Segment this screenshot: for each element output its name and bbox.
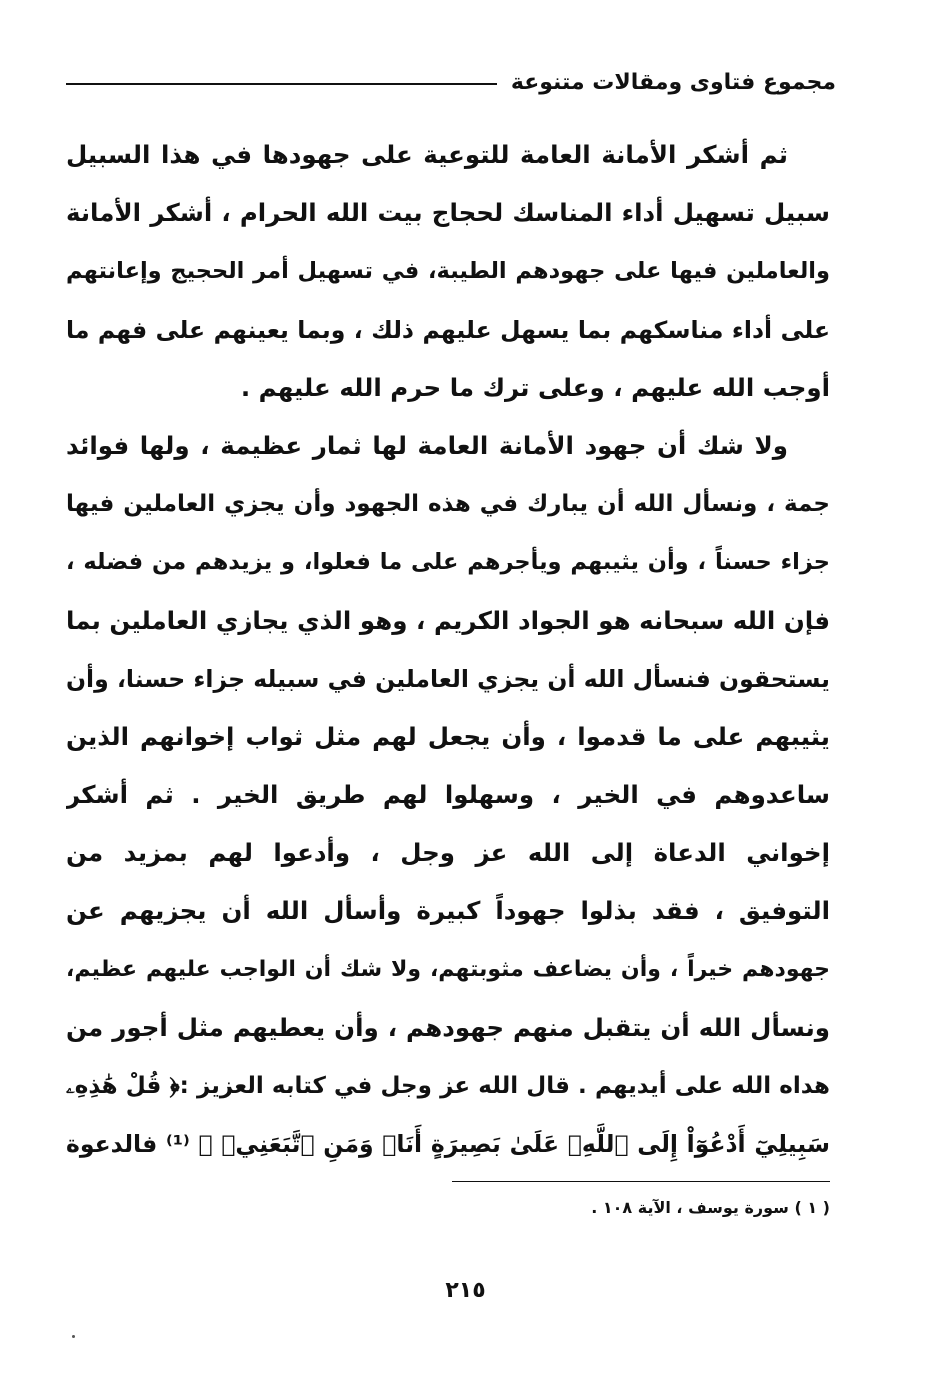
text-line: التوفيق ، فقد بذلوا جهوداً كبيرة وأسأل الله أن يجزيهم عن [66, 896, 830, 926]
header-title: مجموع فتاوى ومقالات متنوعة [510, 69, 836, 95]
quran-verse-line: سَبِيلِيٓ أَدْعُوٓاْ إِلَى ٱللَّهِۚ عَلَىٰ بَصِيرَةٍ أَنَا۠ وَمَنِ ٱتَّبَعَنِيۖ ﴾ ⁽¹⁾ فالدعوة [66, 1130, 830, 1159]
text-line: يثيبهم على ما قدموا ، وأن يجعل لهم مثل ثواب إخوانهم الذين [66, 721, 830, 751]
scan-speck [72, 1335, 75, 1338]
header-rule [66, 83, 497, 85]
text-line: أوجب الله عليهم ، وعلى ترك ما حرم الله عليهم . [240, 372, 830, 402]
footnote: ( ١ ) سورة يوسف ، الآية ١٠٨ . [591, 1198, 830, 1217]
running-header [66, 62, 836, 102]
text-line: ونسأل الله أن يتقبل منهم جهودهم ، وأن يعطيهم مثل أجور من [66, 1012, 830, 1042]
text-line: جزاء حسناً ، وأن يثيبهم ويأجرهم على ما فعلوا، و يزيدهم من فضله ، [66, 549, 830, 576]
text-line: فإن الله سبحانه هو الجواد الكريم ، وهو الذي يجازي العاملين بما [66, 605, 830, 635]
text-line: جمة ، ونسأل الله أن يبارك في هذه الجهود وأن يجزي العاملين فيها [66, 491, 830, 518]
text-line: ساعدوهم في الخير ، وسهلوا لهم طريق الخير . ثم أشكر [66, 780, 830, 810]
text-line: يستحقون فنسأل الله أن يجزي العاملين في سبيله جزاء حسنا، وأن [66, 664, 830, 693]
text-line: ثم أشكر الأمانة العامة للتوعية على جهودها في هذا السبيل [66, 140, 788, 169]
footnote-separator [452, 1181, 830, 1182]
text-line: سبيل تسهيل أداء المناسك لحجاج بيت الله الحرام ، أشكر الأمانة [66, 198, 830, 228]
page-number: ٢١٥ [445, 1278, 486, 1303]
text-line: والعاملين فيها على جهودهم الطيبة، في تسهيل أمر الحجيج وإعانتهم [66, 258, 830, 285]
text-line: ولا شك أن جهود الأمانة العامة لها ثمار عظيمة ، ولها فوائد [66, 430, 788, 460]
text-line: إخواني الدعاة إلى الله عز وجل ، وأدعوا لهم بمزيد من [66, 838, 830, 868]
body-text [66, 126, 830, 1173]
text-line: جهودهم خيراً ، وأن يضاعف مثوبتهم، ولا شك أن الواجب عليهم عظيم، [66, 956, 830, 982]
text-line: على أداء مناسكهم بما يسهل عليهم ذلك ، وبما يعينهم على فهم ما [66, 315, 830, 344]
text-line: هداه الله على أيديهم . قال الله عز وجل في كتابه العزيز :﴿ قُلْ هَٰذِهِۦ [66, 1073, 830, 1099]
